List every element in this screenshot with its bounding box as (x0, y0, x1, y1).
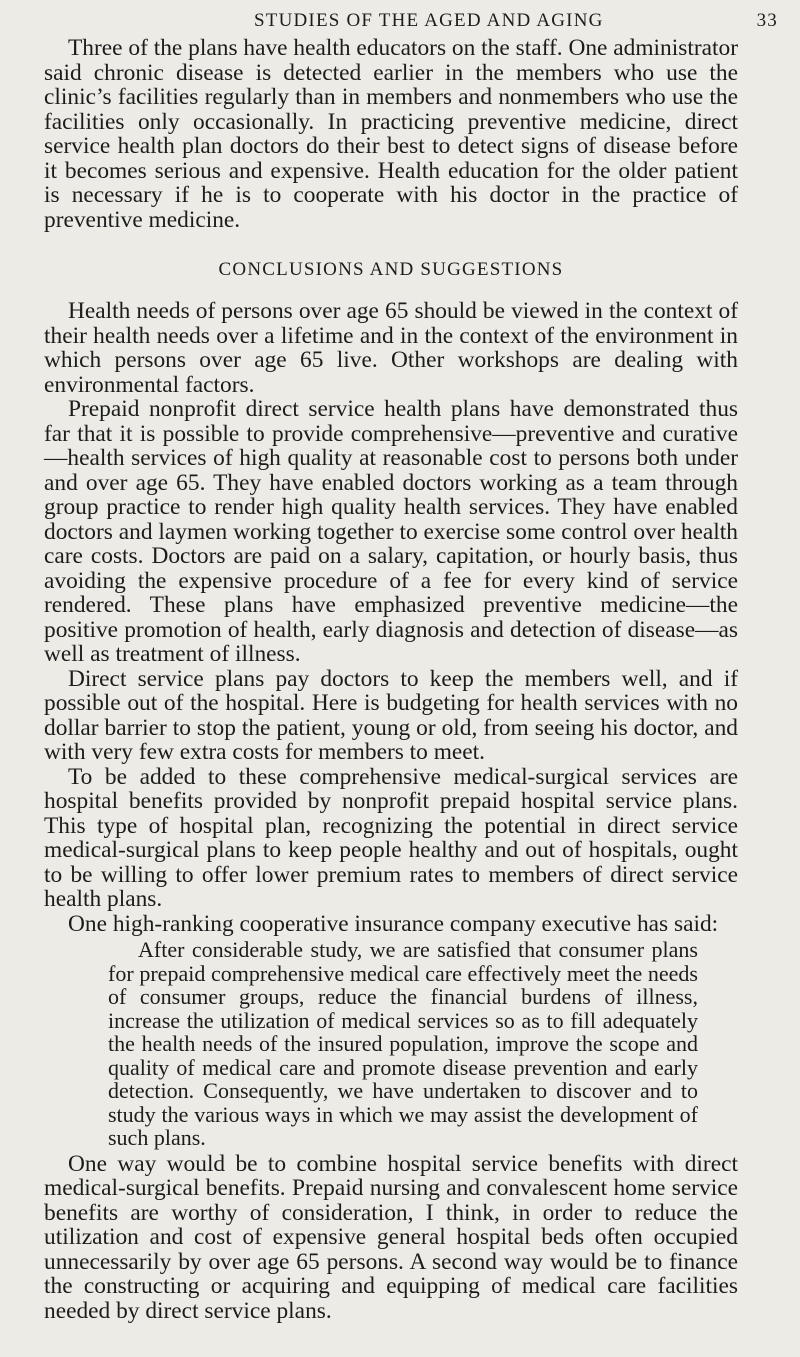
running-title: STUDIES OF THE AGED AND AGING (254, 10, 604, 31)
page-number: 33 (756, 10, 778, 31)
paragraph-suggestions: One way would be to combine hospital service benefits with direct medical-surgical benefits. Prepaid nursing and convalescent home service benefits are worthy of consideration, I think, in order to reduce the utilization and cost of expensive general hospital beds often occupied unnecessarily by over age 65 persons. A second way would be to finance the constructing or acquiring and equipping of medical care facilities needed by direct service plans. (44, 1150, 738, 1324)
section-heading: CONCLUSIONS AND SUGGESTIONS (218, 259, 564, 280)
paragraph-hospital-benefits: To be added to these comprehensive medical-surgical services are hospital benefits provided by nonprofit prepaid hospital service plans. This type of hospital plan, recognizing the potential in direct service medical-surgical plans to keep people healthy and out of hospitals, ought to be willing to offer lower premium rates to members of direct service health plans. (44, 763, 738, 912)
running-head (44, 6, 778, 36)
executive-quote (108, 938, 698, 1150)
paragraph-health-needs: Health needs of persons over age 65 should be viewed in the context of their health needs over a lifetime and in the context of the environment in which persons over age 65 live. Other workshops are dealing with environmental factors. (44, 298, 738, 398)
intro-paragraph: Three of the plans have health educators on the staff. One administrator said chronic disease is detected earlier in the members who use the clinic’s facilities regularly than in members and nonmembers who use the facilities only occasionally. In practicing preventive medicine, direct service health plan doctors do their best to detect signs of disease before it becomes serious and expensive. Health education for the older patient is necessary if he is to cooperate with his doctor in the practice of preventive medicine. (44, 35, 738, 233)
quote-text: After considerable study, we are satisfied that consumer plans for prepaid comprehensive medical care effectively meet the needs of consumer groups, reduce the financial burdens of illness, increase the utilization of medical services so as to fill adequately the health needs of the insured population, improve the scope and quality of medical care and promote disease prevention and early detection. Consequently, we have undertaken to discover and to study the various ways in which we may assist the development of such plans. (108, 937, 698, 1150)
paragraph-executive-intro: One high-ranking cooperative insurance company executive has said: (68, 910, 719, 937)
paragraph-direct-service: Direct service plans pay doctors to keep the members well, and if possible out of the hospital. Here is budgeting for health services with no dollar barrier to stop the patient, young or old, from seeing his doctor, and with very few extra costs for members to meet. (44, 665, 738, 765)
paragraph-prepaid-plans: Prepaid nonprofit direct service health plans have demonstrated thus far that it is possible to provide comprehensive—preventive and curative—health services of high quality at reasonable cost to persons both under and over age 65. They have enabled doctors working as a team through group practice to render high quality health services. They have enabled doctors and laymen working together to exercise some control over health care costs. Doctors are paid on a salary, capitation, or hourly basis, thus avoiding the expensive procedure of a fee for every kind of service rendered. These plans have emphasized preventive medicine—the positive promotion of health, early diagnosis and detection of disease—as well as treatment of illness. (44, 396, 738, 667)
